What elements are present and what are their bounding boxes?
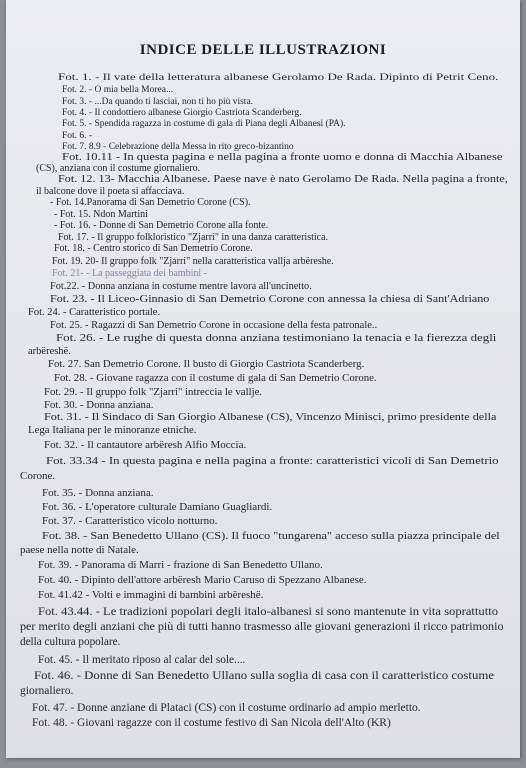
index-entry: - Fot. 14.Panorama di San Demetrio Corone (CS). <box>50 197 251 208</box>
index-entry: Fot. 19. 20- Il gruppo folk "Zjarri" nella caratteristica vallja arbëreshe. <box>52 256 334 267</box>
index-entry: Fot. 25. - Ragazzi di San Demetrio Corone in occasione della festa patronale.. <box>50 320 378 331</box>
index-entry: Fot. 10.11 - In questa pagina e nella pagina a fronte uomo e donna di Macchia Albanese <box>62 152 503 163</box>
index-entry: Fot. 43.44. - Le tradizioni popolari degli italo-albanesi si sono mantenute in vita soprattutto <box>38 606 499 618</box>
index-entry: Fot. 28. - Giovane ragazza con il costume di gala di San Demetrio Corone. <box>54 372 377 384</box>
index-entry: Fot. 1. - Il vate della letteratura albanese Gerolamo De Rada. Dipinto di Petrit Ceno. <box>58 73 499 83</box>
index-entry: Fot. 4. - Il condottiero albanese Giorgio Castriota Scanderberg. <box>62 108 302 118</box>
index-entry: Fot. 26. - Le rughe di questa donna anziana testimoniano la tenacia e la fierezza degli <box>56 333 497 344</box>
index-entry: Fot. 6. - <box>62 131 93 141</box>
index-entry: della cultura popolare. <box>20 636 121 648</box>
index-entry: Fot. 38. - San Benedetto Ullano (CS). Il fuoco "tungarena" acceso sulla piazza principale del <box>42 530 500 542</box>
index-entry: Fot. 5. - Spendida ragazza in costume di gala di Piana degli Albanesi (PA). <box>62 119 346 129</box>
index-entry: Fot. 32. - Il cantautore arbëresh Alfio Moccia. <box>44 439 247 451</box>
index-entry: Fot. 37. - Caratteristico vicolo notturno. <box>42 515 218 527</box>
index-entry: Fot. 29. - Il gruppo folk "Zjarri" intreccia le vallje. <box>44 386 263 398</box>
document-page <box>6 0 520 758</box>
index-entry: Fot. 46. - Donne di San Benedetto Ullano sulla soglia di casa con il caratteristico costume <box>34 670 495 682</box>
index-entry: Fot. 17. - Il gruppo folkloristico "Zjarri" in una danza caratteristica. <box>58 232 329 243</box>
index-entry: giornaliero. <box>20 685 74 697</box>
index-entry: (CS), anziana con il costume giornaliero. <box>36 163 201 174</box>
index-entry: Fot. 21- - La passeggiata dei bambini - <box>52 268 207 279</box>
index-entry: Fot. 12. 13- Macchia Albanese. Paese nave è nato Gerolamo De Rada. Nella pagina a fronte, <box>58 174 508 185</box>
index-entry: Fot. 30. - Donna anziana. <box>44 399 154 411</box>
index-entry: Fot. 45. - Il meritato riposo al calar del sole.... <box>38 654 246 666</box>
page-title: INDICE DELLE ILLUSTRAZIONI <box>139 42 387 58</box>
index-entry: Fot. 7. 8.9 - Celebrazione della Messa in rito greco-bizantino <box>62 142 294 152</box>
index-entry: Corone. <box>20 470 56 482</box>
index-entry: Fot. 47. - Donne anziane di Plataci (CS) con il costume ordinario ad ampio merletto. <box>32 702 421 714</box>
index-entry: Fot. 31. - Il Sindaco di San Giorgio Albanese (CS), Vincenzo Minisci, primo presidente della <box>44 411 497 423</box>
index-entry: Lega Italiana per le minoranze etniche. <box>28 424 197 436</box>
index-entry: - Fot. 15. Ndon Martini <box>54 209 148 220</box>
index-entry: Fot. 27. San Demetrio Corone. Il busto di Giorgio Castriota Scanderberg. <box>48 358 365 370</box>
index-entry: Fot. 39. - Panorama di Marri - frazione di San Benedetto Ullano. <box>38 559 323 571</box>
index-entry: Fot. 41.42 - Volti e immagini di bambini arbëreshë. <box>38 589 264 601</box>
illustrations-index-list <box>6 0 520 758</box>
index-entry: Fot. 33.34 - In questa pagina e nella pagina a fronte: caratteristici vicoli di San Demetrio <box>46 455 499 467</box>
index-entry: Fot. 35. - Donna anziana. <box>42 487 154 499</box>
index-entry: Fot. 2. - O mia bella Morea... <box>62 85 174 95</box>
index-entry: Fot. 36. - L'operatore culturale Damiano Guagliardi. <box>42 501 273 513</box>
index-entry: Fot.22. - Donna anziana in costume mentre lavora all'uncinetto. <box>50 281 312 292</box>
index-entry: Fot. 3. - ...Da quando ti lasciai, non ti ho più vista. <box>62 97 254 107</box>
index-entry: paese nella notte di Natale. <box>20 544 139 556</box>
index-entry: - Fot. 16. - Donne di San Demetrio Corone alla fonte. <box>54 220 269 231</box>
index-entry: Fot. 48. - Giovani ragazze con il costume festivo di San Nicola dell'Alto (KR) <box>32 717 391 729</box>
index-entry: il balcone dove il poeta si affacciava. <box>36 186 185 197</box>
index-entry: Fot. 24. - Caratteristico portale. <box>28 307 161 318</box>
index-entry: Fot. 23. - Il Liceo-Ginnasio di San Demetrio Corone con annessa la chiesa di Sant'Adriano <box>50 294 490 305</box>
index-entry: arbëreshë. <box>28 346 71 357</box>
index-entry: per merito degli anziani che più di tutti hanno trasmesso alle giovani generazioni il ricco patrimonio <box>20 621 504 633</box>
index-entry: Fot. 18. - Centro storico di San Demetrio Corone. <box>54 243 253 254</box>
index-entry: Fot. 40. - Dipinto dell'attore arbëresh Mario Caruso di Spezzano Albanese. <box>38 574 367 586</box>
